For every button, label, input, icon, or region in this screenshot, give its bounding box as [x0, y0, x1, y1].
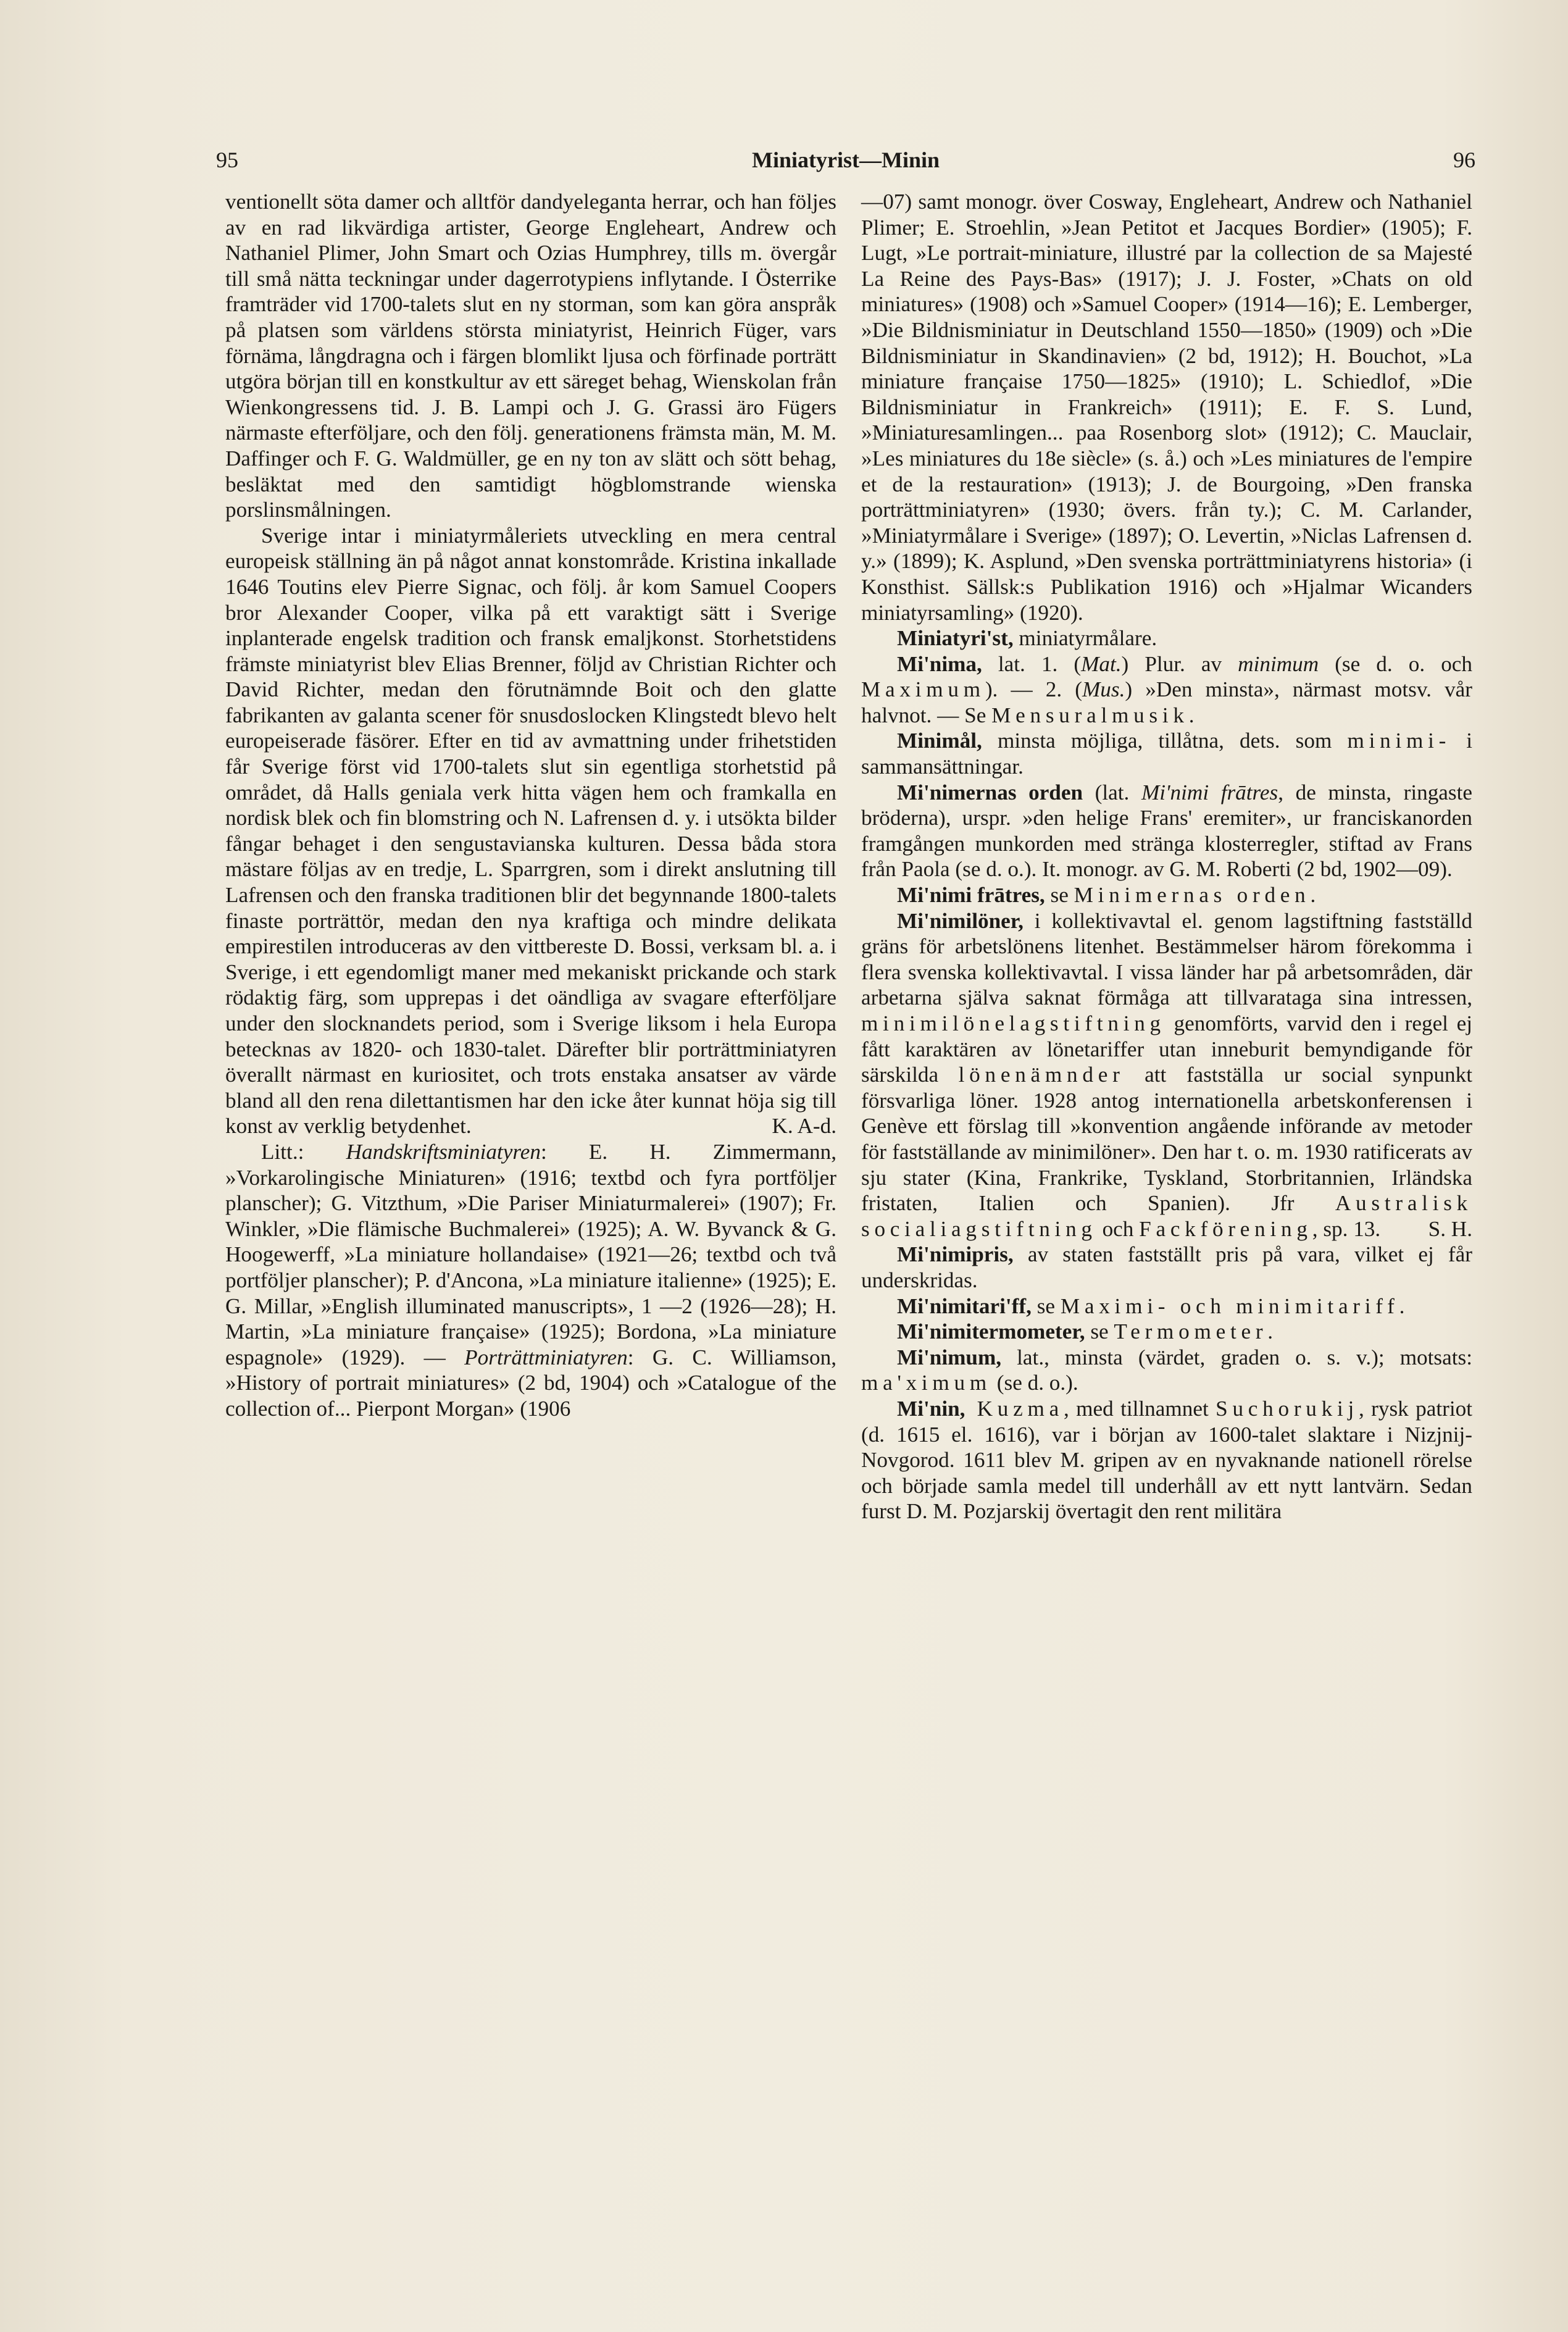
headword-miniatyrist: Miniatyri'st,: [897, 626, 1014, 651]
literature-text-b: : G. C. Williamson, »History of portrait miniatures» (2 bd, 1904) och »Catalogue of the collection of... Pierpont Morgan» (1906: [225, 1345, 836, 1421]
xref-termometer: Termometer: [1114, 1319, 1268, 1344]
page-number-right: 96: [1453, 148, 1475, 172]
entry-minimitermometer: [861, 1319, 1472, 1345]
headword-minimernas-orden: Mi'nimernas orden: [897, 780, 1083, 804]
left-column: [225, 189, 836, 1422]
entry-minimitariff-text-a: se: [1031, 1293, 1061, 1318]
entry-fratres-text-b: .: [1310, 883, 1316, 908]
literature-continued: —07) samt monogr. över Cosway, Engleheart, Andrew och Nathaniel Plimer; E. Stroehlin, »Jean Petitot et Jacques Bordier» (1905); F. Lugt, »Le portrait-miniature, illustré par la collection de sa Majesté La Reine des Pays-Bas» (1917); J. J. Foster, »Chats on old miniatures» (1908) och »Samuel Cooper» (1914—16); E. Lemberger, »Die Bildnisminiatur in Deutschland 1550—1850» (1909) och »Die Bildnisminiatur in Skandinavien» (2 bd, 1912); H. Bouchot, »La miniature française 1750—1825» (1910); L. Schiedlof, »Die Bildnisminiatur in Frankreich» (1911); E. F. S. Lund, »Miniaturesamlingen... paa Rosenborg slot» (1912); C. Mauclair, »Les miniatures du 18e siècle» (s. å.) och »Les miniatures de l'empire et de la restauration» (1913); J. de Bourgoing, »Den franska porträttminiatyren» (1930; övers. från ty.); C. M. Carlander, »Miniatyrmålare i Sverige» (1897); O. Levertin, »Niclas Lafrensen d. y.» (1899); K. Asplund, »Den svenska porträttminiatyrens historia» (i Konsthist. Sällsk:s Publikation 1916) och »Hjalmar Wicanders miniatyrsamling» (1920).: [861, 190, 1472, 625]
xref-maximum: Maximum: [861, 677, 985, 702]
entry-minima-mat: Mat.: [1081, 651, 1122, 676]
entry-minimipris-text: av staten fastställt pris på vara, vilket ej får underskridas.: [861, 1242, 1472, 1292]
headword-minimi-fratres: Mi'nimi frātres,: [897, 883, 1045, 908]
entry-minimipris: [861, 1242, 1472, 1293]
name-kuzma: Kuzma: [965, 1396, 1064, 1421]
headword-minimipris: Mi'nimipris,: [897, 1242, 1014, 1267]
literature-label: Litt.:: [261, 1139, 304, 1164]
literature-subhead-portrait: Porträttminiatyren: [464, 1345, 628, 1369]
name-suchorukij: Suchorukij: [1216, 1396, 1359, 1421]
xref-fackforening: Fackförening: [1139, 1216, 1312, 1241]
xref-minimernas-orden: Minimernas orden: [1074, 883, 1311, 908]
entry-minimal: [861, 728, 1472, 779]
headword-minimum: Mi'nimum,: [897, 1345, 1002, 1369]
term-lonenamnder: lönenämnder: [958, 1063, 1125, 1087]
entry-miniatyrist-text: miniatyrmålare.: [1013, 626, 1157, 651]
page-header: [216, 147, 1475, 184]
entry-minimiterm-text-a: se: [1085, 1319, 1114, 1344]
entry-minin: [861, 1396, 1472, 1524]
entry-miniloner-text-c: att fastställa ur social synpunkt försvarliga löner. 1928 antog internationella arbetskonferensen i Genève ett förslag till »konvention angående införande av metoder för fastställande av minimilöner». Den har t. o. m. 1930 ratificerats av sju stater (Kina, Frankrike, Tyskland, Storbritannien, Irländska fristaten, Italien och Spanien). Jfr: [861, 1063, 1472, 1216]
literature-subhead-manuscripts: Handskriftsminiatyren: [346, 1139, 541, 1164]
headword-minimiloner: Mi'nimilöner,: [897, 908, 1024, 933]
entry-miniloner-signature: S. H.: [1428, 1216, 1472, 1241]
entry-minin-text-b: , rysk patriot (d. 1615 el. 1616), var i början av 1600-talet slaktare i Nizjnij-Novgorod. 1611 blev M. gripen av en nyvaknande nationell rörelse och började samla medel till underhåll av ett nytt lantvärn. Sedan furst D. M. Pozjarskij övertagit den rent militära: [861, 1396, 1472, 1524]
entry-minima-text-e: ) »Den minsta», närmast motsv. vår halvnot. — Se: [861, 677, 1472, 727]
headword-minimitermometer: Mi'nimitermometer,: [897, 1319, 1085, 1344]
term-minimilonelagstiftning: minimilönelagstiftning: [861, 1011, 1166, 1035]
entry-minimiterm-text-b: .: [1267, 1319, 1274, 1344]
xref-maximi-minimitariff: Maximi- och minimitariff: [1060, 1293, 1399, 1318]
entry-minimitariff-text-b: .: [1399, 1293, 1405, 1318]
entry-miniloner-text-b: genomförts, varvid den i regel ej fått karaktären av lönetariffer utan inneburit bemyndigande för särskilda: [861, 1011, 1472, 1087]
headword-minimitariff: Mi'nimitari'ff,: [897, 1293, 1032, 1318]
entry-minima-text-d: ). — 2. (: [985, 677, 1082, 702]
literature-text-a: : E. H. Zimmermann, »Vorkarolingische Miniaturen» (1916; textbd och fyra portföljer planscher); G. Vitzthum, »Die Pariser Miniaturmalerei» (1907); Fr. Winkler, »Die flämische Buchmalerei» (1925); A. W. Byvanck & G. Hoogewerff, »La miniature hollandaise» (1921—26; textbd och två portföljer planscher); P. d'Ancona, »La miniature italienne» (1925); E. G. Millar, »English illuminated manuscripts», 1 —2 (1926—28); H. Martin, »La miniature française» (1925); Bordona, »La miniature espagnole» (1929). —: [225, 1139, 836, 1369]
miniatyr-article-continued: ventionellt söta damer och alltför dandyeleganta herrar, och han följes av en rad likvärdiga artister, George Engleheart, Andrew och Nathaniel Plimer, John Smart och Ozias Humphrey, tills m. övergår till små nätta teckningar under dagerrotypiens inflytande. I Österrike framträder vid 1700-talets slut en ny storman, som kan göra anspråk på platsen som världens största miniatyrist, Heinrich Füger, vars förnäma, långdragna och i färgen blomlikt ljusa och förfinade porträtt utgöra början till en konstkultur av ett säreget behag, Wienskolan från Wienkongressens tid. J. B. Lampi och J. G. Grassi äro Fügers närmaste efterföljare, och den följ. generationens främsta män, M. M. Daffinger och F. G. Waldmüller, ge en ny ton av slätt och sött behag, besläktat med den samtidigt högblomstrande wienska porslinsmålningen.: [225, 190, 836, 522]
entry-minimernas-orden: [861, 780, 1472, 882]
xref-minimi: minimi-: [1347, 729, 1451, 753]
entry-orden-text-b: , de minsta, ringaste bröderna), urspr. »den helige Frans' eremiter», ur franciskanorden framgången munkorden med stränga klosterregler, stiftad av Frans från Paola (se d. o.). It. monogr. av G. M. Roberti (2 bd, 1902—09).: [861, 780, 1473, 882]
entry-minimum-text-b: (se d. o.).: [991, 1371, 1078, 1395]
entry-fratres-text-a: se: [1045, 883, 1074, 908]
entry-orden-text-a: (lat.: [1083, 780, 1141, 804]
headword-minimal: Minimål,: [897, 729, 982, 753]
entry-miniatyrist: [861, 625, 1472, 651]
entry-minin-text-a: , med tillnamnet: [1063, 1396, 1216, 1421]
xref-australisk: Australisk socialiagstiftning: [861, 1191, 1472, 1241]
entry-miniloner-text-e: , sp. 13.: [1312, 1216, 1381, 1241]
entry-minima-minimum: minimum: [1238, 651, 1319, 676]
entry-miniloner-text-d: och: [1096, 1216, 1140, 1241]
headword-minin: Mi'nin,: [897, 1396, 965, 1421]
sweden-paragraph: [225, 523, 836, 1139]
entry-minima-text-b: ) Plur. av: [1121, 651, 1238, 676]
entry-minima-text-a: lat. 1. (: [982, 651, 1082, 676]
running-title: Miniatyrist—Minin: [752, 148, 940, 172]
headword-minima: Mi'nima,: [897, 651, 982, 676]
entry-minimitariff: [861, 1293, 1472, 1319]
entry-minimum: [861, 1345, 1472, 1396]
entry-minimum-text-a: lat., minsta (värdet, graden o. s. v.); motsats:: [1001, 1345, 1472, 1369]
entry-minima-mus: Mus.: [1082, 677, 1125, 702]
entry-miniloner-text-a: i kollektivavtal el. genom lagstiftning fastställd gräns för arbetslönens litenhet. Bestämmelser härom förekomma i flera svenska kollektivavtal. I vissa länder har på arbetsområden, där arbetarna själva saknat förmåga att tillvarataga sina intressen,: [861, 908, 1472, 1010]
right-column: [861, 189, 1472, 1524]
xref-maximum-2: ma'ximum: [861, 1371, 991, 1395]
entry-minima-text-c: (se d. o. och: [1319, 651, 1472, 676]
sweden-paragraph-text: Sverige intar i miniatyrmåleriets utveckling en mera central europeisk ställning än på något annat konstområde. Kristina inkallade 1646 Toutins elev Pierre Signac, och följ. år kom Samuel Coopers bror Alexander Cooper, vilka på ett varaktigt sätt i Sverige inplanterade engelsk tradition och fransk emaljkonst. Storhetstidens främste miniatyrist blev Elias Brenner, följd av Christian Richter och David Richter, medan den förutnämnde Boit och den glatte fabrikanten av galanta scener för snusdoslocken Klingstedt blevo helt europeiserade fäsörer. Efter en tid av avmattning under frihetstiden får Sverige först vid 1700-talets slut sin egentliga storhetstid på området, då Halls geniala verk hitta vägen hem och framkalla en nordisk blek och fin blomstring och N. Lafrensen d. y. i utsökta bilder fångar behaget i den sengustavianska kulturen. Dessa båda stora mästare följas av en tredje, L. Sparrgren, som i direkt anslutning till Lafrensen och den franska traditionen blir det begynnande 1800-talets finaste porträttör, medan den nya kraftiga och mindre delikata empirestilen introduceras av den vittbereste D. Bossi, verksam bl. a. i Sverige, i ett egendomligt maner med mekaniskt prickande och stark rödaktig färg, som upprepas i det oändliga av svagare efterföljare under den slocknandets period, som i Sverige liksom i hela Europa betecknas av 1820- och 1830-talet. Därefter blir porträttminiatyren överallt närmast en kuriositet, och trots enstaka ansatser av värde bland all den rena dilettantismen har den icke åter kunnat höja sig till konst av verklig betydenhet.: [225, 523, 836, 1139]
entry-minimiloner: [861, 908, 1472, 1242]
literature-paragraph: [225, 1139, 836, 1422]
entry-minimal-text-b: i sammansättningar.: [861, 729, 1472, 779]
entry-minimal-text-a: minsta möjliga, tillåtna, dets. som: [982, 729, 1348, 753]
page-number-left: 95: [216, 148, 238, 172]
entry-orden-latin: Mi'nimi frātres: [1141, 780, 1278, 804]
xref-mensuralmusik: Mensuralmusik: [991, 703, 1189, 727]
entry-minima-text-f: .: [1188, 703, 1195, 727]
entry-minima: [861, 651, 1472, 729]
entry-minimi-fratres: [861, 882, 1472, 908]
author-signature: K. A-d.: [772, 1114, 836, 1139]
